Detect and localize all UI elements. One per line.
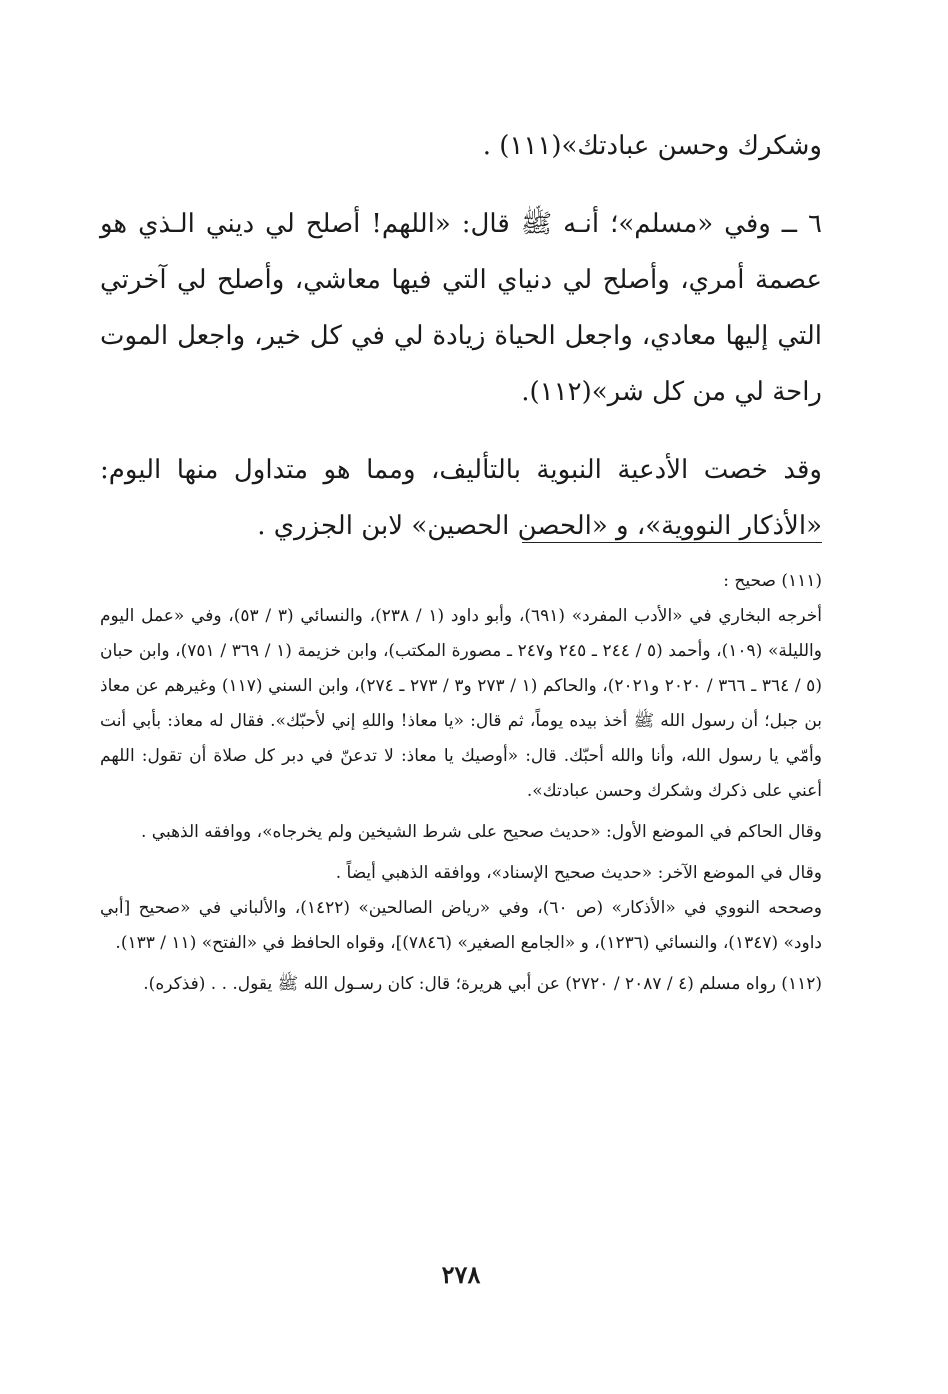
paragraph-books: وقد خصت الأدعية النبوية بالتأليف، ومما هو متداول منها اليوم: «الأذكار النووية»، و «الحصن الحصين» لابن الجزري . — [100, 455, 822, 541]
paragraph-continuation: وشكرك وحسن عبادتك»(١١١) . — [482, 131, 822, 161]
paragraph-hadith-6: ٦ ــ وفي «مسلم»؛ أنـه ﷺ قال: «اللهم! أصلح لي ديني الـذي هو عصمة أمري، وأصلح لي دنياي التي فيها معاشي، وأصلح لي آخرتي التي إليها معادي، واجعل الحياة زيادة لي في كل خير، واجعل الموت راحة لي من كل شر»(١١٢). — [100, 209, 822, 407]
footnote-111-hakim-first: وقال الحاكم في الموضع الأول: «حديث صحيح على شرط الشيخين ولم يخرجاه»، ووافقه الذهبي . — [140, 822, 822, 842]
footnote-111-hakim-second: وقال في الموضع الآخر: «حديث صحيح الإسناد»، ووافقه الذهبي أيضاً . — [335, 863, 822, 883]
footnote-111-heading: (١١١) صحيح : — [723, 571, 822, 591]
footnote-111-takhrij: أخرجه البخاري في «الأدب المفرد» (٦٩١)، وأبو داود (١ / ٢٣٨)، والنسائي (٣ / ٥٣)، وفي «عمل اليوم والليلة» (١٠٩)، وأحمد (٥ / ٢٤٤ ـ ٢٤٥ و٢٤٧ ـ مصورة المكتب)، وابن خزيمة (١ / ٣٦٩ / ٧٥١)، وابن حبان (٥ / ٣٦٤ ـ ٣٦٦ / ٢٠٢٠ و٢٠٢١)، والحاكم (١ / ٢٧٣ و٣ / ٢٧٣ ـ ٢٧٤)، وابن السني (١١٧) وغيرهم عن معاذ بن جبل؛ أن رسول الله ﷺ أخذ بيده يوماً، ثم قال: «يا معاذ! واللهِ إني لأحبّك». فقال له معاذ: بأبي أنت وأمّي يا رسول الله، وأنا والله أحبّك. قال: «أوصيك يا معاذ: لا تدعنّ في دبر كل صلاة أن تقول: اللهم أعني على ذكرك وشكرك وحسن عبادتك». — [100, 606, 822, 801]
footnotes — [100, 564, 822, 1002]
footnote-111-tashih: وصححه النووي في «الأذكار» (ص ٦٠)، وفي «رياض الصالحين» (١٤٢٢)، والألباني في «صحيح [أبي داود» (١٣٤٧)، والنسائي (١٢٣٦)، و «الجامع الصغير» (٧٨٤٦)]، وقواه الحافظ في «الفتح» (١١ / ١٣٣). — [100, 898, 823, 953]
main-text — [100, 118, 822, 554]
page-number: ٢٧٨ — [441, 1260, 481, 1289]
book-page — [100, 118, 822, 1358]
footnote-112: (١١٢) رواه مسلم (٤ / ٢٠٨٧ / ٢٧٢٠) عن أبي هريرة؛ قال: كان رسـول الله ﷺ يقول. . . (فذكره). — [143, 974, 822, 994]
footnote-separator — [522, 542, 822, 543]
